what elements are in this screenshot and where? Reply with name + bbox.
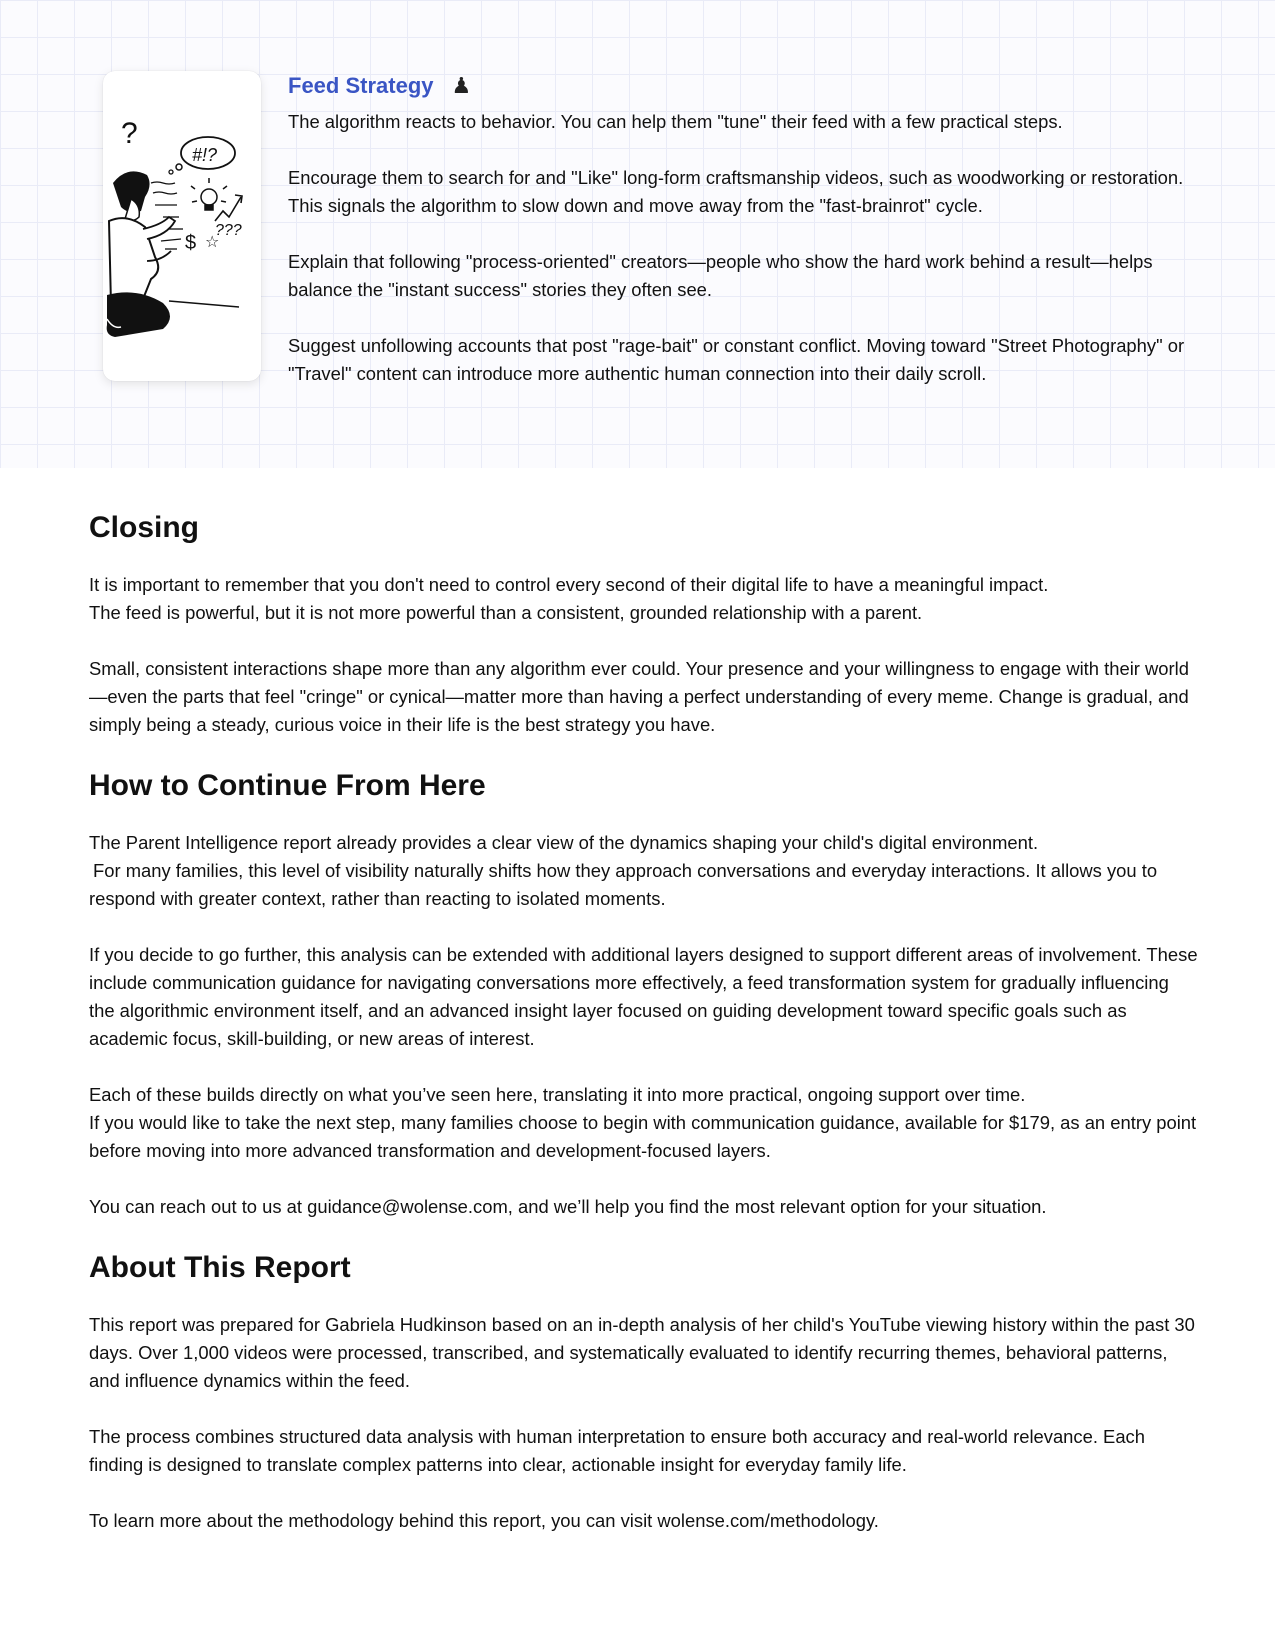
feed-strategy-lead: The algorithm reacts to behavior. You can help them "tune" their feed with a few practical steps. — [288, 111, 1063, 132]
continue-paragraph — [89, 829, 1199, 913]
feed-strategy-tip: Encourage them to search for and "Like" long-form craftsmanship videos, such as woodworking or restoration. This signals the algorithm to slow down and move away from the "fast-brainrot" cycle. — [288, 167, 1184, 216]
continue-line: For many families, this level of visibility naturally shifts how they approach conversations and everyday interactions. It allows you to respond with greater context, rather than reacting to isolated moments. — [89, 860, 1158, 909]
feed-strategy-content — [288, 70, 1188, 388]
speech-bubble-text: #!? — [192, 145, 218, 165]
illustration-card — [103, 71, 261, 381]
feed-strategy-section — [0, 0, 1275, 468]
triple-question-text: ??? — [215, 222, 242, 239]
closing-paragraph: Small, consistent interactions shape more than any algorithm ever could. Your presence and your willingness to engage with their world—even the parts that feel "cringe" or cynical—matter more than having a perfect understanding of every meme. Change is gradual, and simply being a steady, curious voice in their life is the best strategy you have. — [89, 658, 1189, 735]
chess-pawn-icon: ♟ — [451, 73, 472, 98]
closing-line: The feed is powerful, but it is not more powerful than a consistent, grounded relationship with a parent. — [89, 602, 923, 623]
closing-line: It is important to remember that you don't need to control every second of their digital life to have a meaningful impact. — [89, 574, 1049, 595]
report-body — [89, 505, 1199, 1535]
about-paragraph: This report was prepared for Gabriela Hudkinson based on an in-depth analysis of her child's YouTube viewing history within the past 30 days. Over 1,000 videos were processed, transcribed, and systematically evaluated to identify recurring themes, behavioral patterns, and influence dynamics within the feed. — [89, 1314, 1195, 1391]
question-mark-text: ? — [121, 117, 138, 150]
thinking-person-illustration — [103, 71, 261, 381]
feed-strategy-tip: Explain that following "process-oriented" creators—people who show the hard work behind a result—helps balance the "instant success" stories they often see. — [288, 251, 1153, 300]
methodology-paragraph: To learn more about the methodology behind this report, you can visit wolense.com/methodology. — [89, 1510, 879, 1531]
continue-line: If you would like to take the next step, many families choose to begin with communication guidance, available for $179, as an entry point before moving into more advanced transformation and development-focused layers. — [89, 1112, 1197, 1161]
trend-arrow-icon — [215, 197, 241, 221]
scribble-lines-icon — [151, 182, 183, 249]
contact-paragraph: You can reach out to us at guidance@wolense.com, and we’ll help you find the most relevant option for your situation. — [89, 1196, 1047, 1217]
about-heading: About This Report — [89, 1251, 351, 1284]
person-legs-icon — [107, 292, 170, 337]
closing-heading: Closing — [89, 511, 199, 544]
closing-paragraph — [89, 571, 1199, 627]
continue-paragraph: If you decide to go further, this analysis can be extended with additional layers designed to support different areas of involvement. These include communication guidance for navigating conversations more effectively, a feed transformation system for gradually influencing the algorithmic environment itself, and an advanced insight layer focused on guiding development toward specific goals such as academic focus, skill-building, or new areas of interest. — [89, 944, 1198, 1049]
feed-strategy-heading — [288, 70, 1188, 102]
light-bulb-icon — [191, 178, 227, 210]
continue-line: The Parent Intelligence report already provides a clear view of the dynamics shaping your child's digital environment. — [89, 832, 1039, 853]
continue-line: Each of these builds directly on what you’ve seen here, translating it into more practical, ongoing support over time. — [89, 1084, 1026, 1105]
star-icon: ☆ — [205, 232, 220, 251]
continue-paragraph — [89, 1081, 1199, 1165]
feed-strategy-title: Feed Strategy — [288, 73, 434, 98]
feed-strategy-tip: Suggest unfollowing accounts that post "rage-bait" or constant conflict. Moving toward "Street Photography" or "Travel" content can introduce more authentic human connection into their daily scroll. — [288, 335, 1185, 384]
continue-heading: How to Continue From Here — [89, 769, 486, 802]
dollar-sign-text: $ — [185, 232, 197, 254]
about-paragraph: The process combines structured data analysis with human interpretation to ensure both accuracy and real-world relevance. Each finding is designed to translate complex patterns into clear, actionable insight for everyday family life. — [89, 1426, 1145, 1475]
